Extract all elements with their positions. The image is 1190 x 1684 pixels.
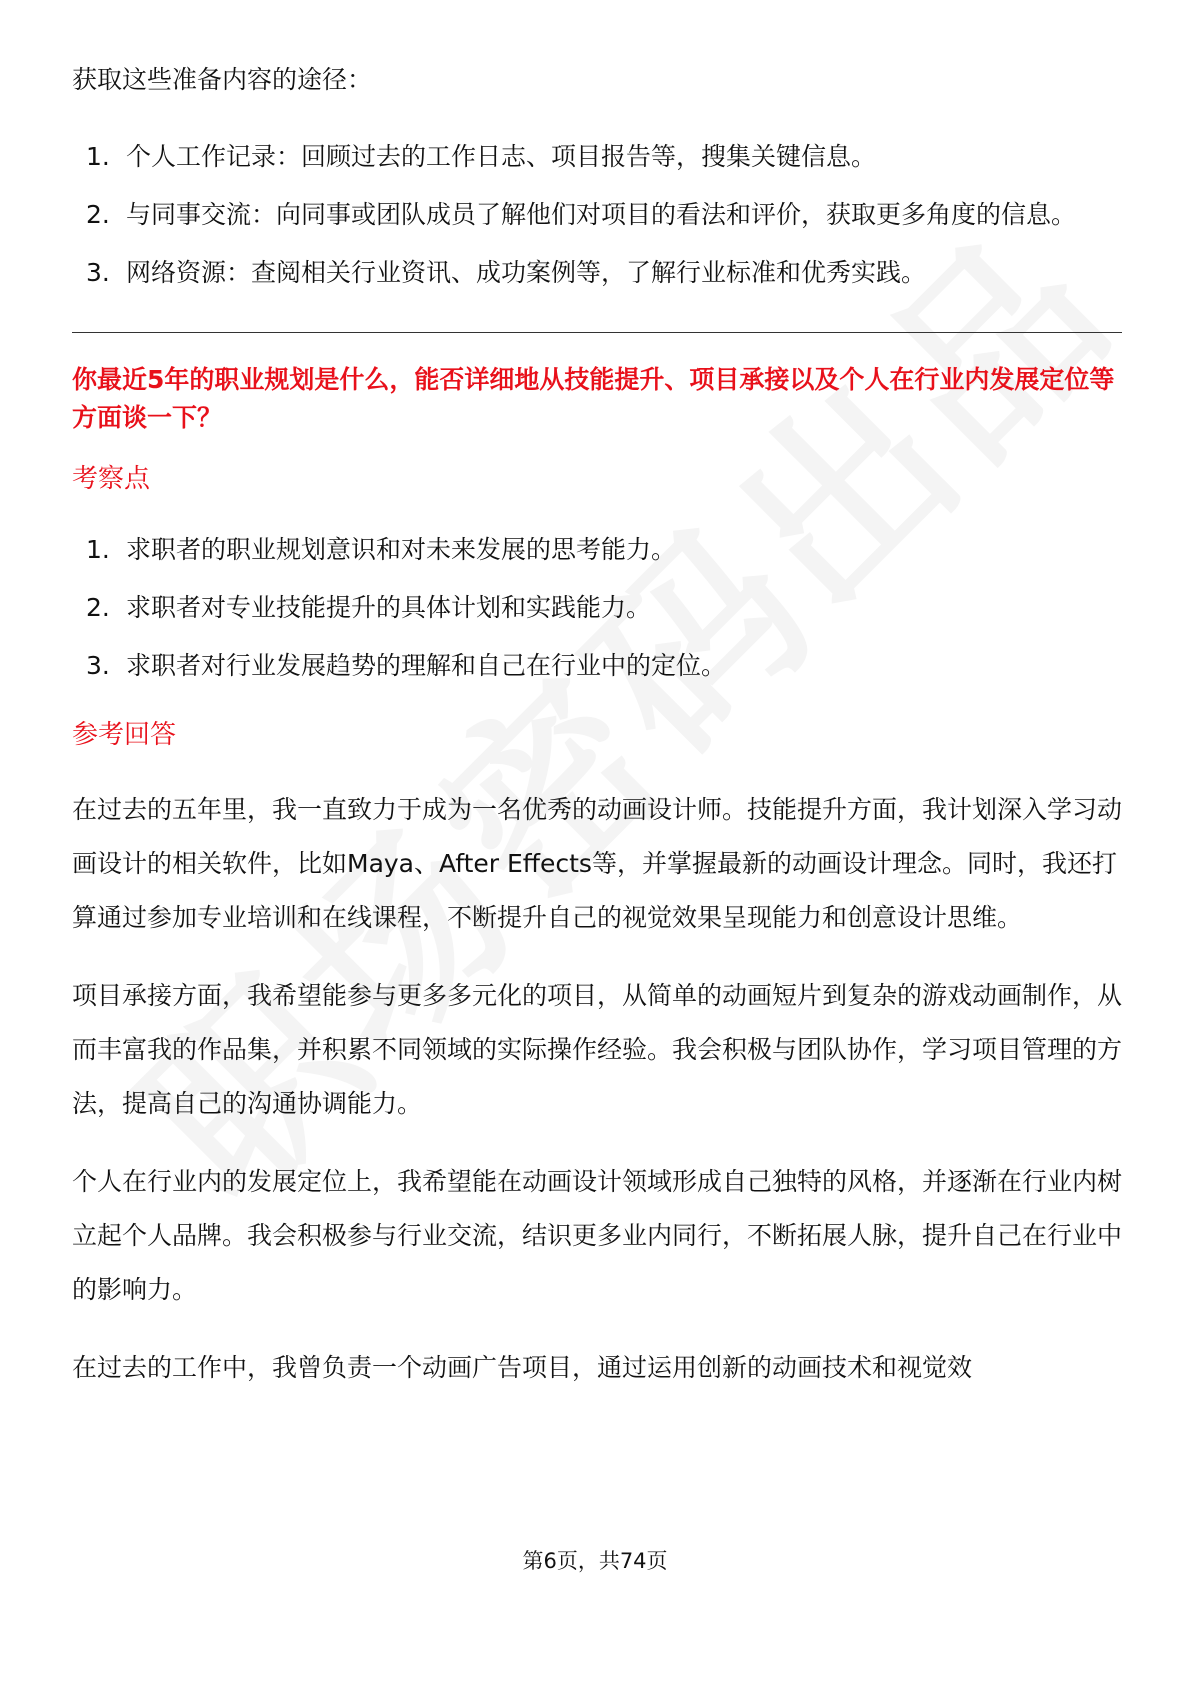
list-item-text: 网络资源：查阅相关行业资讯、成功案例等，了解行业标准和优秀实践。 [126, 258, 927, 287]
examine-points-list [72, 521, 1122, 695]
answer-paragraph: 个人在行业内的发展定位上，我希望能在动画设计领域形成自己独特的风格，并逐渐在行业内树立起个人品牌。我会积极参与行业交流，结识更多业内同行，不断拓展人脉，提升自己在行业中的影响力。 [72, 1167, 1123, 1304]
list-item-text: 求职者对行业发展趋势的理解和自己在行业中的定位。 [126, 651, 727, 680]
list-number: 1. [86, 142, 110, 171]
section-divider [72, 332, 1122, 333]
list-item [72, 186, 1122, 244]
answer-paragraph: 在过去的工作中，我曾负责一个动画广告项目，通过运用创新的动画技术和视觉效 [72, 1353, 973, 1382]
list-item [72, 244, 1122, 302]
sources-list [72, 128, 1122, 302]
list-item [72, 128, 1122, 186]
answer-paragraph: 在过去的五年里，我一直致力于成为一名优秀的动画设计师。技能提升方面，我计划深入学习动画设计的相关软件，比如Maya、After Effects等，并掌握最新的动画设计理念。同时，我还打算通过参加专业培训和在线课程，不断提升自己的视觉效果呈现能力和创意设计思维。 [72, 795, 1123, 932]
list-number: 1. [86, 535, 110, 564]
answer-heading: 参考回答 [72, 720, 177, 750]
examine-heading: 考察点 [72, 464, 151, 494]
question-heading: 你最近5年的职业规划是什么，能否详细地从技能提升、项目承接以及个人在行业内发展定位等方面谈一下？ [72, 365, 1115, 432]
intro-text: 获取这些准备内容的途径： [72, 65, 373, 94]
list-item-text: 求职者的职业规划意识和对未来发展的思考能力。 [126, 535, 677, 564]
answer-paragraph: 项目承接方面，我希望能参与更多多元化的项目，从简单的动画短片到复杂的游戏动画制作，从而丰富我的作品集，并积累不同领域的实际操作经验。我会积极与团队协作，学习项目管理的方法，提高自己的沟通协调能力。 [72, 981, 1123, 1118]
list-item-text: 个人工作记录：回顾过去的工作日志、项目报告等，搜集关键信息。 [126, 142, 877, 171]
list-item [72, 521, 1122, 579]
list-item-text: 求职者对专业技能提升的具体计划和实践能力。 [126, 593, 652, 622]
list-item [72, 637, 1122, 695]
list-item [72, 579, 1122, 637]
list-number: 2. [86, 200, 110, 229]
list-number: 2. [86, 593, 110, 622]
page-content [72, 60, 1122, 1419]
page-footer: 第6页，共74页 [522, 1549, 668, 1573]
list-number: 3. [86, 258, 110, 287]
list-item-text: 与同事交流：向同事或团队成员了解他们对项目的看法和评价，获取更多角度的信息。 [126, 200, 1077, 229]
list-number: 3. [86, 651, 110, 680]
